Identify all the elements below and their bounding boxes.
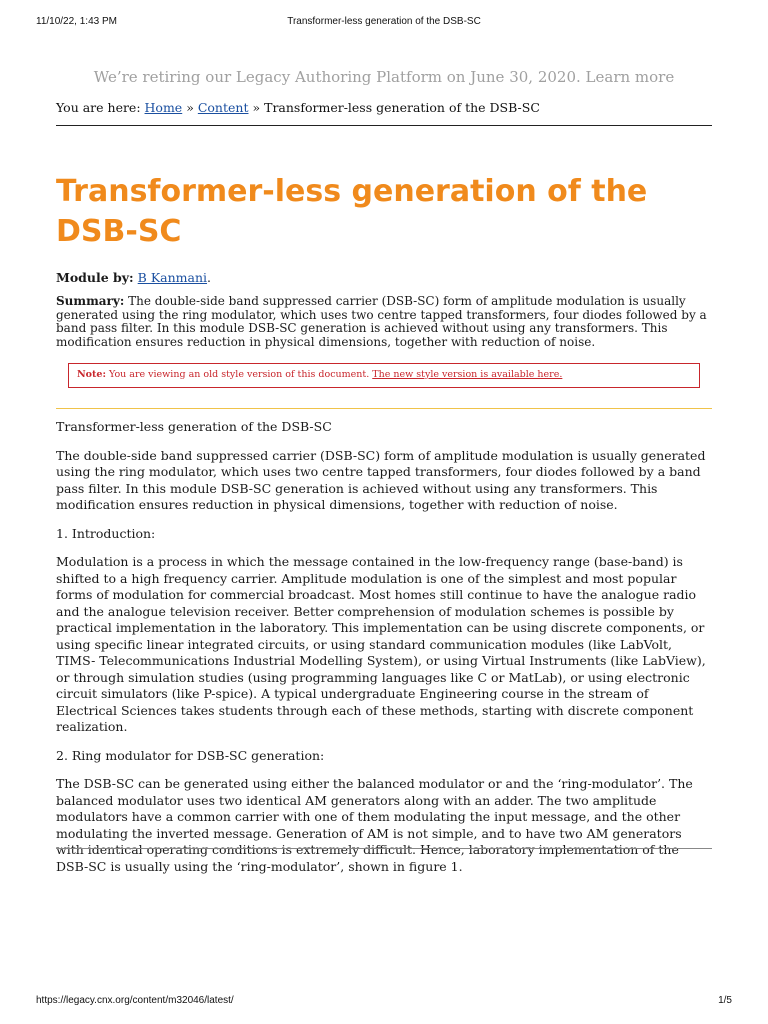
breadcrumb-home-link[interactable]: Home <box>144 100 183 115</box>
ring-modulator-paragraph: The DSB-SC can be generated using either the balanced modulator or and the ‘ring-modulator’. The balanced modulator uses two identical AM generators along with an adder. The two amplitude modulators have a common carrier with one of them modulating the input message, and the other modulating the inverted message. Generation of AM is not simple, and to have two AM generators with identical operating conditions is extremely difficult. Hence, laboratory implementation of the DSB-SC is usually using the ‘ring-modulator’, shown in figure 1. <box>56 776 693 874</box>
note-text: You are viewing an old style version of this document. <box>109 369 370 380</box>
print-url: https://legacy.cnx.org/content/m32046/latest/ <box>36 995 234 1006</box>
module-label: Module by: <box>56 270 134 285</box>
section-heading-introduction: 1. Introduction: <box>56 525 156 541</box>
summary <box>56 295 712 349</box>
section-heading-ring-modulator: 2. Ring modulator for DSB-SC generation: <box>56 747 325 763</box>
print-page-title: Transformer-less generation of the DSB-SC <box>287 16 481 27</box>
breadcrumb-prefix: You are here: <box>56 100 141 115</box>
page-title: Transformer-less generation of the DSB-SC <box>56 174 648 249</box>
introduction-paragraph: Modulation is a process in which the message contained in the low-frequency range (base-band) is shifted to a high frequency carrier. Amplitude modulation is one of the simplest and most popular forms of modulation for commercial broadcast. Most homes still continue to have the analogue radio and the analogue television receiver. Better comprehension of modulation schemes is possible by practical implementation in the laboratory. This implementation can be using discrete components, or using specific linear integrated circuits, or using standard communication modules (like LabVolt, TIMS- Telecommunications Industrial Modelling System), or using Virtual Instruments (like LabView), or through simulation studies (using programming languages like C or MatLab), or using electronic circuit simulators (like P-spice). A typical undergraduate Engineering course in the stream of Electrical Sciences takes students through each of these methods, starting with discrete component realization. <box>56 554 706 734</box>
main-content <box>56 172 712 875</box>
breadcrumb-content-link[interactable]: Content <box>197 100 249 115</box>
breadcrumb-separator: » <box>186 100 194 115</box>
gold-divider <box>56 408 712 409</box>
print-datetime: 11/10/22, 1:43 PM <box>36 16 117 27</box>
breadcrumb <box>56 100 712 126</box>
summary-text: The double-side band suppressed carrier (DSB-SC) form of amplitude modulation is usually generated using the ring modulator, which uses two centre tapped transformers, four diodes followed by a band pass filter. In this module DSB-SC generation is achieved without using any transformers. This modification ensures reduction in physical dimensions, together with reduction of noise. <box>56 294 707 349</box>
summary-label: Summary: <box>56 294 125 308</box>
breadcrumb-current: Transformer-less generation of the DSB-SC <box>264 100 540 115</box>
body-heading: Transformer-less generation of the DSB-SC <box>56 419 332 434</box>
old-version-note <box>68 363 700 388</box>
module-trail: . <box>207 270 212 285</box>
author-link[interactable]: B Kanmani <box>137 270 208 285</box>
breadcrumb-separator: » <box>252 100 261 115</box>
module-author-line <box>56 270 712 285</box>
retirement-banner[interactable]: We’re retiring our Legacy Authoring Platform on June 30, 2020. Learn more <box>93 68 675 86</box>
document-body <box>56 419 712 875</box>
abstract-paragraph: The double-side band suppressed carrier (DSB-SC) form of amplitude modulation is usually generated using the ring modulator, which uses two centre tapped transformers, four diodes followed by a band pass filter. In this module DSB-SC generation is achieved without using any transformers. This modification ensures reduction in physical dimensions, together with reduction of noise. <box>56 447 706 512</box>
note-label: Note: <box>77 369 106 380</box>
page-end-rule <box>56 848 712 849</box>
new-style-version-link[interactable]: The new style version is available here. <box>372 369 563 380</box>
print-page-number: 1/5 <box>718 995 732 1006</box>
